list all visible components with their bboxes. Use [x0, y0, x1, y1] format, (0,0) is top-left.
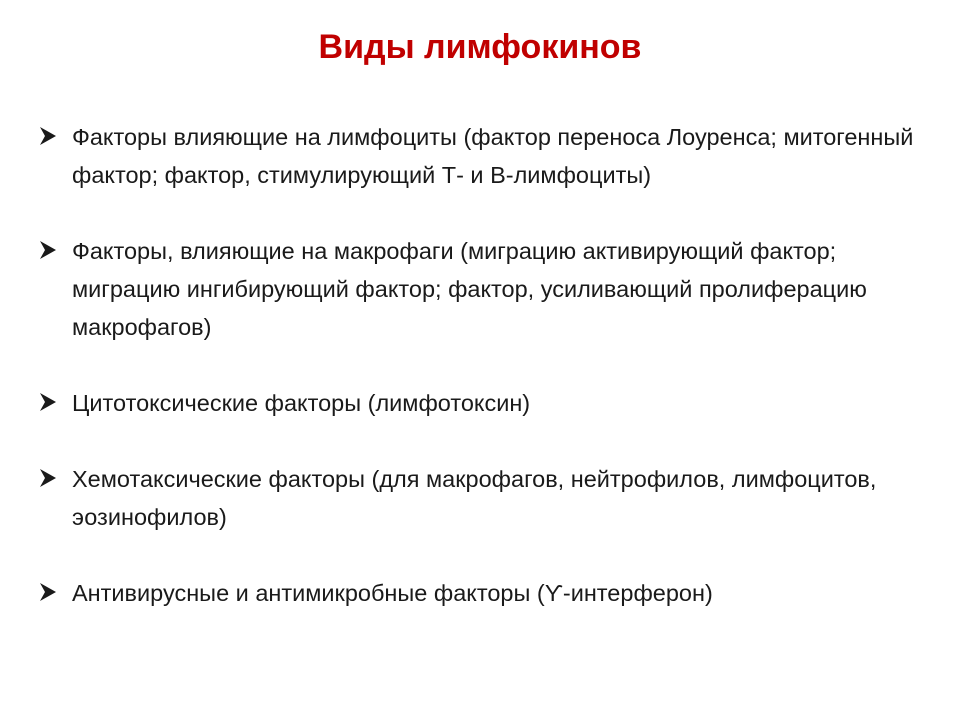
arrowhead-bullet-icon: [38, 460, 60, 498]
arrowhead-bullet-icon: [38, 384, 60, 422]
list-item: [38, 118, 928, 194]
list-item: [38, 232, 928, 346]
slide-title: Виды лимфокинов: [318, 28, 642, 66]
list-item-text: Факторы, влияющие на макрофаги (миграцию активирующий фактор; миграцию ингибирующий фактор; фактор, усиливающий пролиферацию макрофагов): [72, 238, 867, 340]
list-item-text: Антивирусные и антимикробные факторы (ϒ-интерферон): [72, 580, 713, 606]
list-item: [38, 384, 928, 422]
arrowhead-bullet-icon: [38, 118, 60, 156]
list-item-text: Факторы влияющие на лимфоциты (фактор переноса Лоуренса; митогенный фактор; фактор, стимулирующий Т- и В-лимфоциты): [72, 124, 914, 188]
arrowhead-bullet-icon: [38, 232, 60, 270]
list-item-text: Цитотоксические факторы (лимфотоксин): [72, 390, 531, 416]
list-item: [38, 460, 928, 536]
list-item: [38, 574, 928, 612]
list-item-text: Хемотаксические факторы (для макрофагов, нейтрофилов, лимфоцитов, эозинофилов): [72, 466, 877, 530]
bullet-list: [38, 118, 928, 612]
arrowhead-bullet-icon: [38, 574, 60, 612]
